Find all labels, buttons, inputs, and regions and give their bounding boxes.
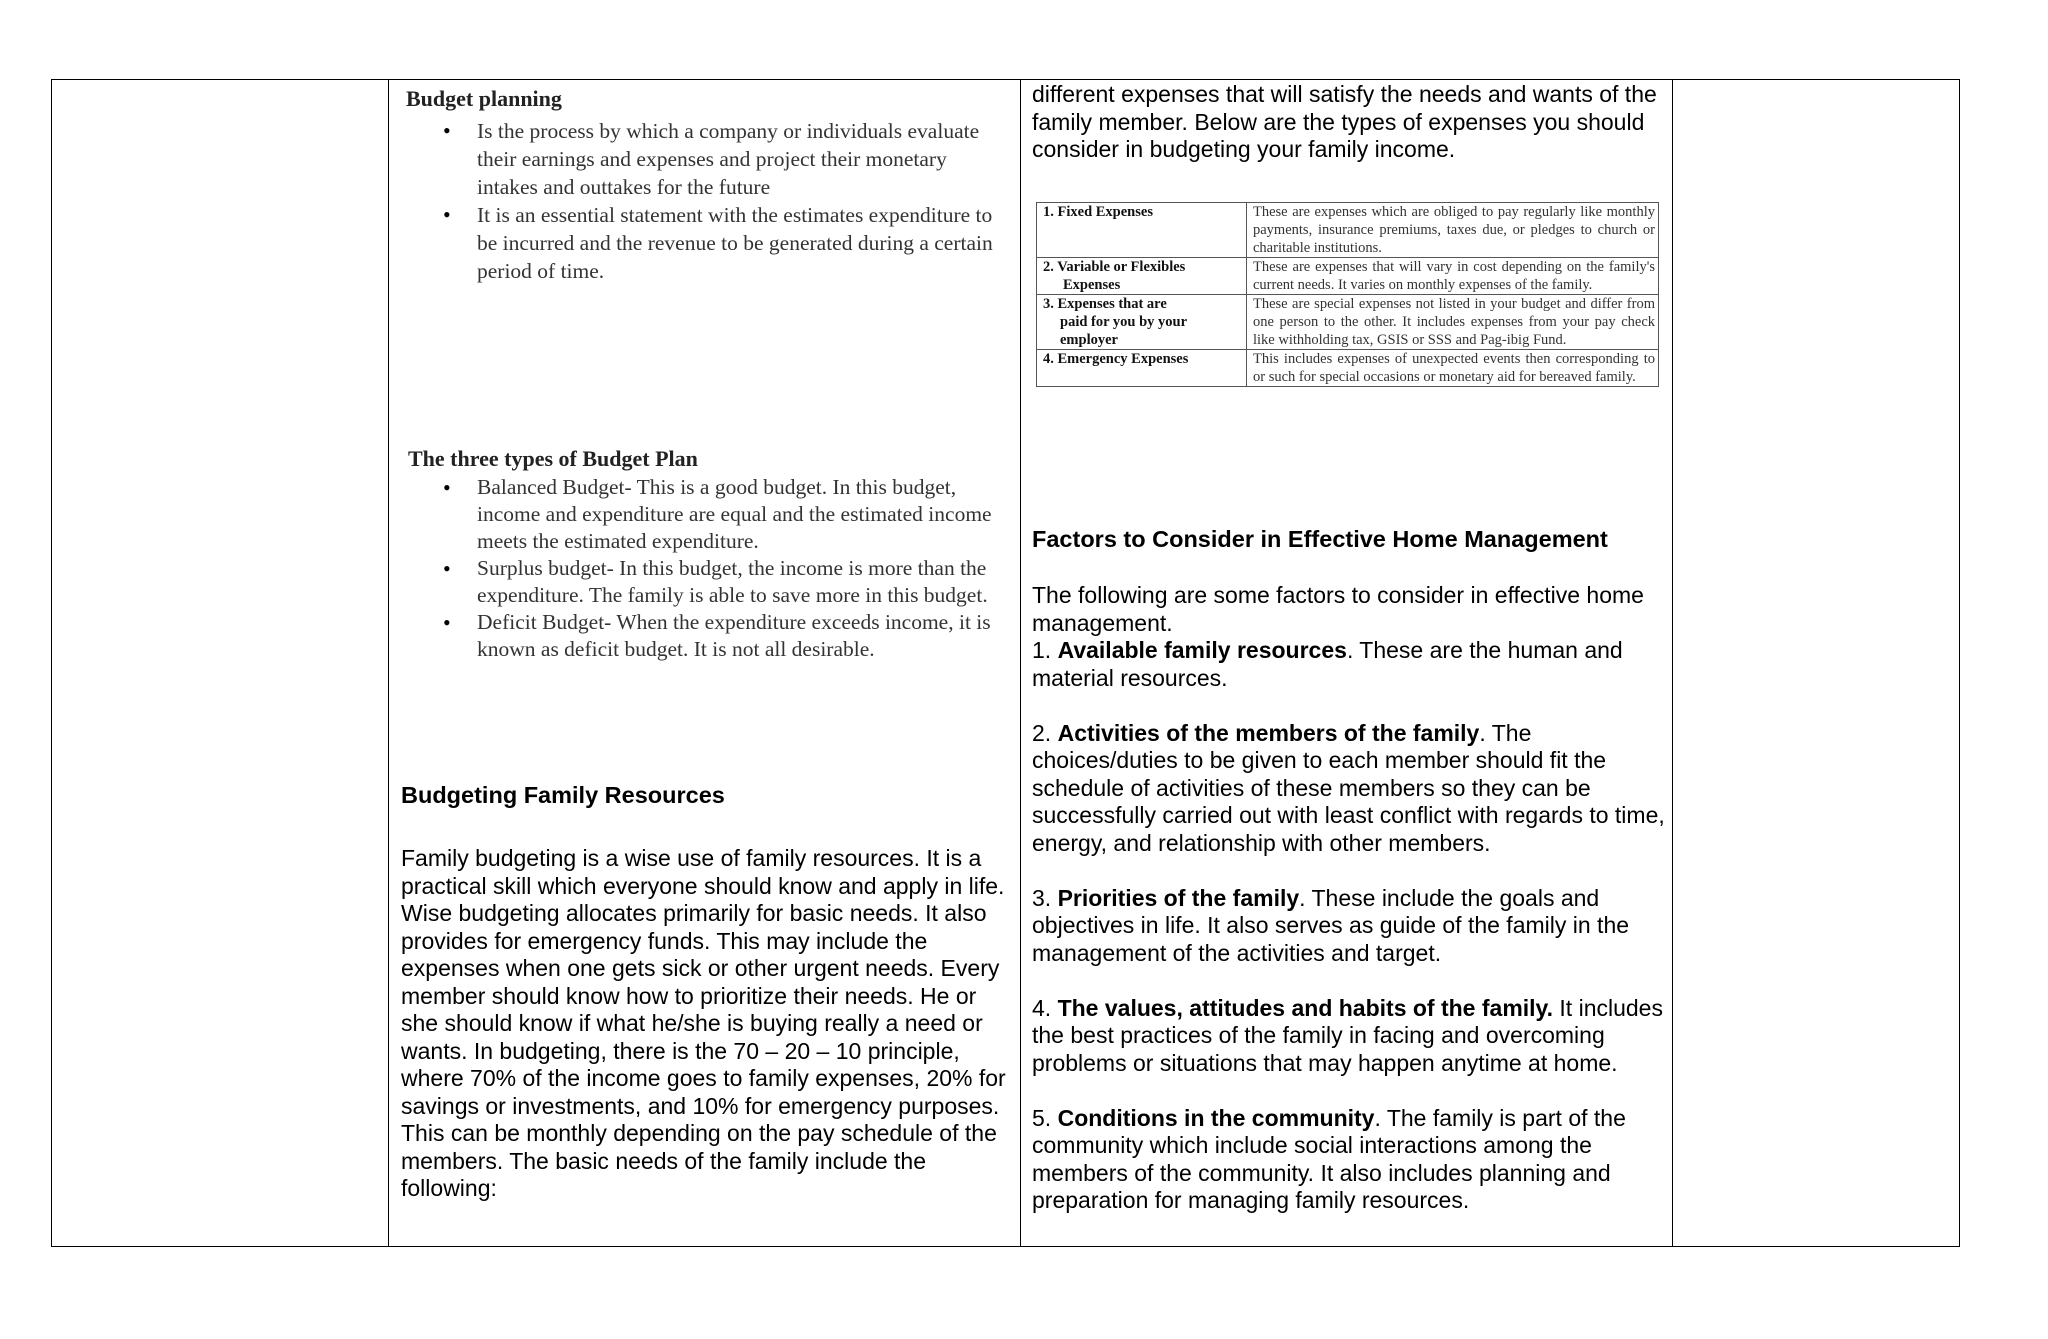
table-row xyxy=(1037,350,1659,387)
factor-num: 1. xyxy=(1032,637,1058,663)
expense-name-cont: Expenses xyxy=(1063,277,1121,293)
factor-title: Available family resources xyxy=(1057,637,1347,663)
table-row xyxy=(1037,203,1659,258)
expense-name: Fixed Expenses xyxy=(1057,204,1153,220)
expense-desc: These are expenses that will vary in cost depending on the family's current needs. It varies on monthly expenses of the family. xyxy=(1247,258,1659,295)
expense-num: 1. xyxy=(1043,204,1054,220)
factor-title: Priorities of the family xyxy=(1057,884,1300,911)
expense-num: 4. xyxy=(1043,351,1054,367)
expense-name: Emergency Expenses xyxy=(1057,351,1189,367)
table-row xyxy=(1037,295,1659,350)
expense-name: Variable or Flexibles xyxy=(1057,259,1186,275)
budget-planning-title: Budget planning xyxy=(406,86,562,111)
factor-num: 3. xyxy=(1032,884,1058,911)
expenses-intro: different expenses that will satisfy the needs and wants of the family member. Below are the types of expenses you should consider in budgeting your family income. xyxy=(1032,81,1657,162)
list-item: • It is an essential statement with the estimates expenditure to be incurred and the revenue to be generated during a certain period of time. xyxy=(406,201,1006,285)
expense-name-cont: paid for you by your employer xyxy=(1060,314,1187,348)
factor-item xyxy=(1032,1105,1668,1215)
expense-num: 3. xyxy=(1043,296,1054,312)
list-item: • Balanced Budget- This is a good budget. In this budget, income and expenditure are equal and the estimated income meets the estimated expenditure. xyxy=(406,474,1002,555)
factors-body xyxy=(1032,582,1668,1215)
factor-text: . These include the goals and objectives in life. It also serves as guide of the family in the management of the activities and target. xyxy=(1032,884,1630,966)
factor-item xyxy=(1032,995,1668,1078)
factor-item xyxy=(1032,637,1668,692)
list-item: • Surplus budget- In this budget, the income is more than the expenditure. The family is able to save more in this budget. xyxy=(406,555,1002,609)
factor-text: . The choices/duties to be given to each member should fit the schedule of activities of these members so they can be successfully carried out with least conflict with regards to time, energy, and relationship with other members. xyxy=(1032,719,1665,856)
factor-text: . The family is part of the community which include social interactions among the members of the community. It also includes planning and preparation for managing family resources. xyxy=(1032,1104,1626,1213)
factor-num: 2. xyxy=(1032,719,1058,746)
expense-num: 2. xyxy=(1043,259,1054,275)
factors-intro: The following are some factors to consider in effective home management. xyxy=(1032,582,1644,636)
family-resources-heading: Budgeting Family Resources xyxy=(401,782,725,808)
budget-planning-list xyxy=(406,117,1006,285)
factor-item xyxy=(1032,885,1668,968)
factors-heading: Factors to Consider in Effective Home Management xyxy=(1032,526,1608,552)
factor-num: 5. xyxy=(1032,1104,1058,1131)
factor-title: Conditions in the community xyxy=(1057,1104,1375,1131)
factor-num: 4. xyxy=(1032,994,1058,1021)
factor-text: It includes the best practices of the family in facing and overcoming problems or situations that may happen anytime at home. xyxy=(1032,994,1663,1076)
column-divider-2 xyxy=(1020,79,1021,1247)
expense-desc: These are special expenses not listed in your budget and differ from one person to the other. It includes expenses from your pay check like withholding tax, GSIS or SSS and Pag-ibig Fund. xyxy=(1247,295,1659,350)
list-item: • Is the process by which a company or individuals evaluate their earnings and expenses and project their monetary intakes and outtakes for the future xyxy=(406,117,1006,201)
column-divider-1 xyxy=(388,79,389,1247)
expense-desc: This includes expenses of unexpected events then corresponding to or such for special occasions or monetary aid for bereaved family. xyxy=(1247,350,1659,387)
expense-desc: These are expenses which are obliged to pay regularly like monthly payments, insurance premiums, taxes due, or pledges to church or charitable institutions. xyxy=(1247,203,1659,258)
family-resources-body: Family budgeting is a wise use of family resources. It is a practical skill which everyone should know and apply in life. Wise budgeting allocates primarily for basic needs. It also provides for emergency funds. This may include the expenses when one gets sick or other urgent needs. Every member should know how to prioritize their needs. He or she should know if what he/she is buying really a need or wants. In budgeting, there is the 70 – 20 – 10 principle, where 70% of the income goes to family expenses, 20% for savings or investments, and 10% for emergency purposes. This can be monthly depending on the pay schedule of the members. The basic needs of the family include the following: xyxy=(401,845,1006,1201)
table-row xyxy=(1037,258,1659,295)
factor-text: . These are the human and material resources. xyxy=(1032,637,1623,691)
factor-title: Activities of the members of the family xyxy=(1057,719,1480,746)
factor-item xyxy=(1032,720,1668,858)
budget-types-list xyxy=(406,474,1002,663)
budget-types-title: The three types of Budget Plan xyxy=(408,446,698,471)
column-divider-3 xyxy=(1672,79,1673,1247)
factor-title: The values, attitudes and habits of the family. xyxy=(1057,994,1554,1021)
expense-name: Expenses that are xyxy=(1057,296,1167,312)
list-item: • Deficit Budget- When the expenditure exceeds income, it is known as deficit budget. It is not all desirable. xyxy=(406,609,1002,663)
expenses-table xyxy=(1036,202,1659,387)
